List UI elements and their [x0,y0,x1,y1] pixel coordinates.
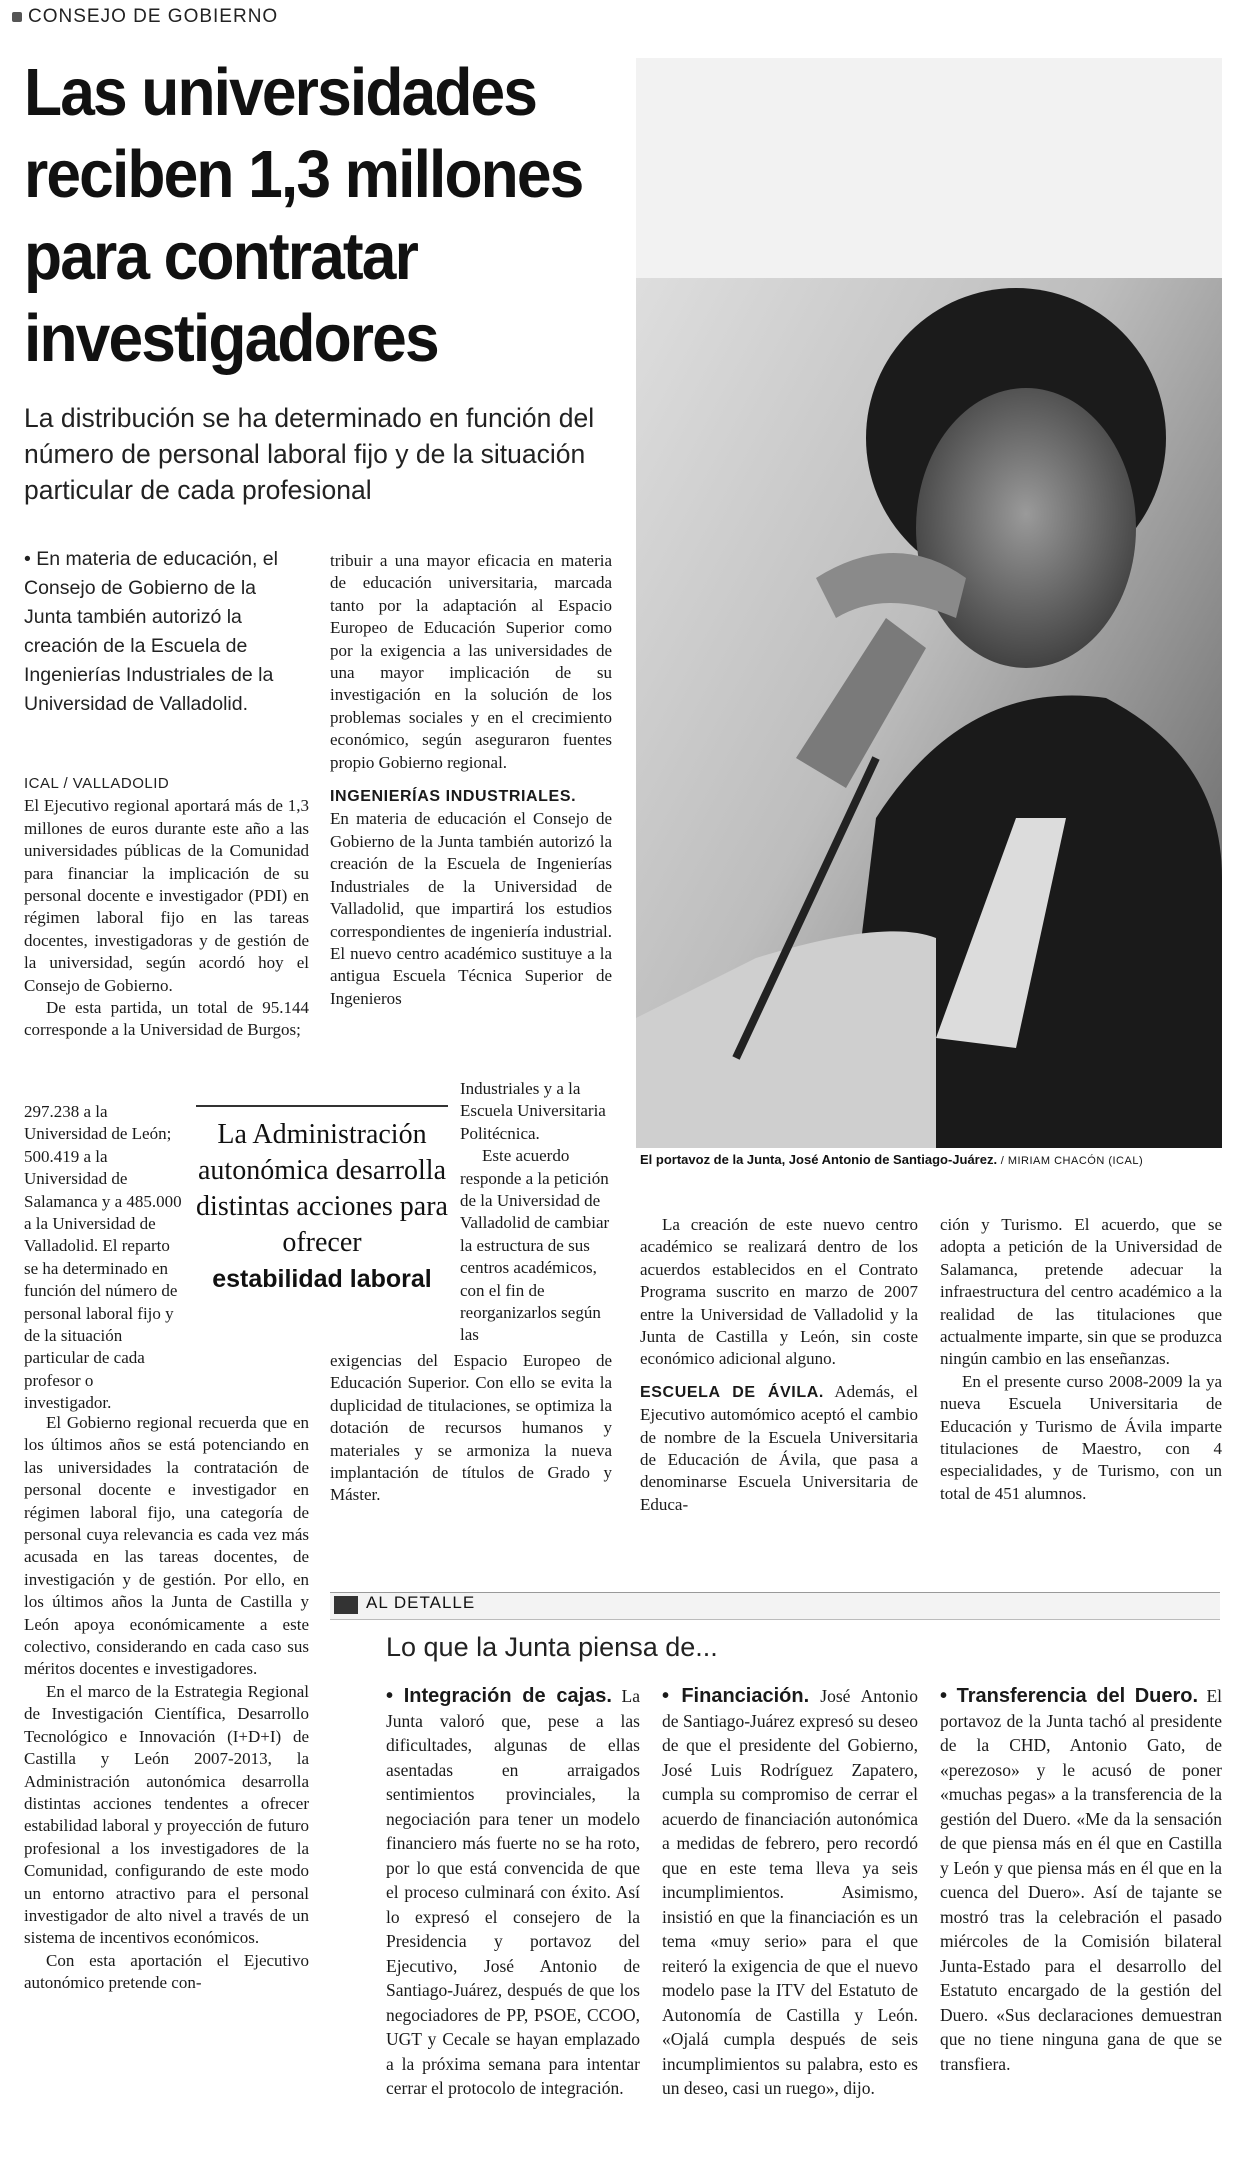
paragraph: exigencias del Espacio Europeo de Educación Superior. Con ello se evita la duplicidad de titulaciones, se optimiza la dotación de recursos humanos y materiales y se armoniza la nueva implantación de títulos de Grado y Máster. [330,1351,612,1505]
paragraph: En el marco de la Estrategia Regional de Investigación Científica, Desarrollo Tecnológico e Innovación (I+D+I) de Castilla y León 2007-2013, la Administración autonómica desarrolla distintas acciones tendentes a ofrecer estabilidad laboral y proyección de futuro profesional a los investigadores de la Comunidad, configurando de este modo un entorno atractivo para el personal investigador de alto nivel a través de un sistema de incentivos económicos. [24,1681,309,1948]
detail-label: • Integración de cajas. [386,1685,612,1707]
column-4 [940,1214,1222,1505]
paragraph: ción y Turismo. El acuerdo, que se adopta a petición de la Universidad de Salamanca, pretende adecuar la infraestructura del centro académico a la realidad de las titulaciones que actualmente imparte, sin que se produzca ningún cambio en las enseñanzas. [940,1215,1222,1369]
paragraph: 297.238 a la Universidad de León; 500.419 a la Universidad de Salamanca y a 485.000 a la Universidad de Valladolid. El reparto se ha determinado en función del número de personal laboral fijo y de la situación particular de cada profesor o investigador. [24,1102,182,1413]
detail-text: La Junta valoró que, pese a las dificultades, algunas de ellas asentadas en arraigados sentimientos provinciales, la negociación para tener un modelo financiero más fuerte no se ha roto, por lo que está convencida de que el proceso culminará con éxito. Así lo expresó el consejero de la Presidencia y portavoz del Ejecutivo, José Antonio de Santiago-Juárez, después de que los negociadores de PP, PSOE, CCOO, UGT y Cecale se hayan emplazado a la próxima semana para intentar cerrar el protocolo de integración. [386,1686,640,2098]
detail-bar: AL DETALLE [330,1592,1220,1620]
subheading-avila: ESCUELA DE ÁVILA. [640,1383,824,1401]
detail-text: El portavoz de la Junta tachó al presidente de la CHD, Antonio Gato, de «perezoso» y le acusó de poner «muchas pegas» a la transferencia de la gestión del Duero. «Me da la sensación de que piensa más en él que en Castilla y León y que piensa más en él que en la cuenca del Duero». Así de tajante se mostró tras la celebración el pasado miércoles de la Comisión bilateral Junta-Estado para el desarrollo del Estatuto encargado de la gestión del Duero. «Sus declaraciones demuestran que no tiene ninguna gana de que se transfiera. [940,1686,1223,2074]
paragraph: El Ejecutivo regional aportará más de 1,3 millones de euros durante este año a las universidades públicas de la Comunidad para financiar la implicación de su personal docente e investigador (PDI) en régimen laboral fijo en las tareas docentes, investigadoras y de gestión de la universidad, según acordó hoy el Consejo de Gobierno. [24,796,309,995]
column-1-narrow [24,1101,182,1415]
paragraph: El Gobierno regional recuerda que en los últimos años se está potenciando en las universidades la contratación de personal docente e investigador en régimen laboral fijo, una categoría de personal cuya relevancia es cada vez más acusada en las tareas docentes, de investigación y de gestión. Por ello, en los últimos años la Junta de Castilla y León apoya económicamente a este colectivo, considerando en cada caso sus méritos docentes e investigadores. [24,1413,309,1679]
subheadline: La distribución se ha determinado en función del número de personal laboral fijo y de la situación particular de cada profesional [24,403,595,505]
column-1-lower [24,1412,309,1995]
photo-caption [640,1152,1220,1167]
detail-item-financiacion [662,1684,918,2101]
paragraph: tribuir a una mayor eficacia en materia de educación universitaria, marcada tanto por la adaptación al Espacio Europeo de Educación Superior como por la exigencia a las universidades de una mayor implicación de su investigación en la solución de los problemas sociales y en el crecimiento económico, según aseguraron fuentes propio Gobierno regional. [330,551,612,772]
paragraph: Industriales y a la Escuela Universitaria Politécnica. [460,1079,606,1143]
column-2-narrow [460,1078,612,1347]
photo-credit: / MIRIAM CHACÓN (ICAL) [1000,1155,1144,1167]
paragraph: En materia de educación el Consejo de Gobierno de la Junta también autorizó la creación de la Escuela de Ingenierías Industriales de la Universidad de Valladolid, que impartirá los estudios correspondientes de ingeniería industrial. El nuevo centro académico sustituye a la antigua Escuela Técnica Superior de Ingenieros [330,809,612,1008]
arrows-icon [334,1596,358,1614]
detail-label: • Transferencia del Duero. [940,1685,1199,1707]
column-2 [330,550,612,1010]
pull-quote-emphasis: estabilidad laboral [212,1265,432,1293]
subheading-ingenierias: INGENIERÍAS INDUSTRIALES. [330,788,577,806]
byline: ICAL / VALLADOLID [24,775,170,792]
paragraph: La creación de este nuevo centro académico se realizará dentro de los acuerdos establecidos en el Contrato Programa suscrito en marzo de 2007 entre la Universidad de Valladolid y la Junta de Castilla y León, sin coste económico adicional alguno. [640,1215,918,1369]
paragraph: En el presente curso 2008-2009 la ya nueva Escuela Universitaria de Educación y Turismo de Ávila imparte titulaciones de Maestro, con 4 especialidades, y de Turismo, con un total de 451 alumnos. [940,1371,1222,1503]
paragraph: Este acuerdo responde a la petición de la Universidad de Valladolid de cambiar la estructura de sus centros académicos, con el fin de reorganizarlos según las [460,1146,610,1345]
paragraph: Con esta aportación el Ejecutivo autonómico pretende con- [24,1950,309,1993]
photo-portavoz [636,58,1222,1148]
section-bullet-icon [12,12,22,22]
escuela-avila-block [640,1381,918,1516]
lead-summary: • En materia de educación, el Consejo de Gobierno de la Junta también autorizó la creación de la Escuela de Ingenierías Industriales de la Universidad de Valladolid. [24,548,278,715]
caption-text: El portavoz de la Junta, José Antonio de Santiago-Juárez. [640,1152,998,1167]
pull-quote [196,1105,448,1297]
column-3 [640,1214,918,1516]
headline: Las universidades reciben 1,3 millones para contratar investigadores [24,55,583,376]
portrait-illustration [636,58,1222,1148]
paragraph: Además, el Ejecutivo automómico aceptó el cambio de nombre de la Escuela Universitaria de Educación de Ávila, que pasa a denominarse Escuela Universitaria de Educa- [640,1381,919,1514]
column-2-lower [330,1350,612,1507]
paragraph: De esta partida, un total de 95.144 corresponde a la Universidad de Burgos; [24,998,309,1040]
pull-quote-text: La Administración autonómica desarrolla distintas acciones para ofrecer [196,1119,448,1258]
detail-label: • Financiación. [662,1685,810,1707]
detail-title: Lo que la Junta piensa de... [386,1632,718,1662]
column-1 [24,773,309,1042]
detail-text: José Antonio de Santiago-Juárez expresó su deseo de que el presidente del Gobierno, José Luis Rodríguez Zapatero, cumpla su compromiso de cerrar el acuerdo de financiación autonómica a medidas de febrero, pero recordó que en este tema lleva ya seis incumplimientos. Asimismo, insistió en que la financiación es un tema «muy serio» para el que reiteró la exigencia de que el nuevo modelo pase la ITV del Estatuto de Autonomía de Castilla y León. «Ojalá cumpla después de seis incumplimientos su palabra, esto es un deseo, casi un ruego», dijo. [662,1686,918,2098]
detail-item-duero [940,1684,1222,2076]
detail-item-cajas [386,1684,640,2101]
section-label: CONSEJO DE GOBIERNO [12,6,278,28]
